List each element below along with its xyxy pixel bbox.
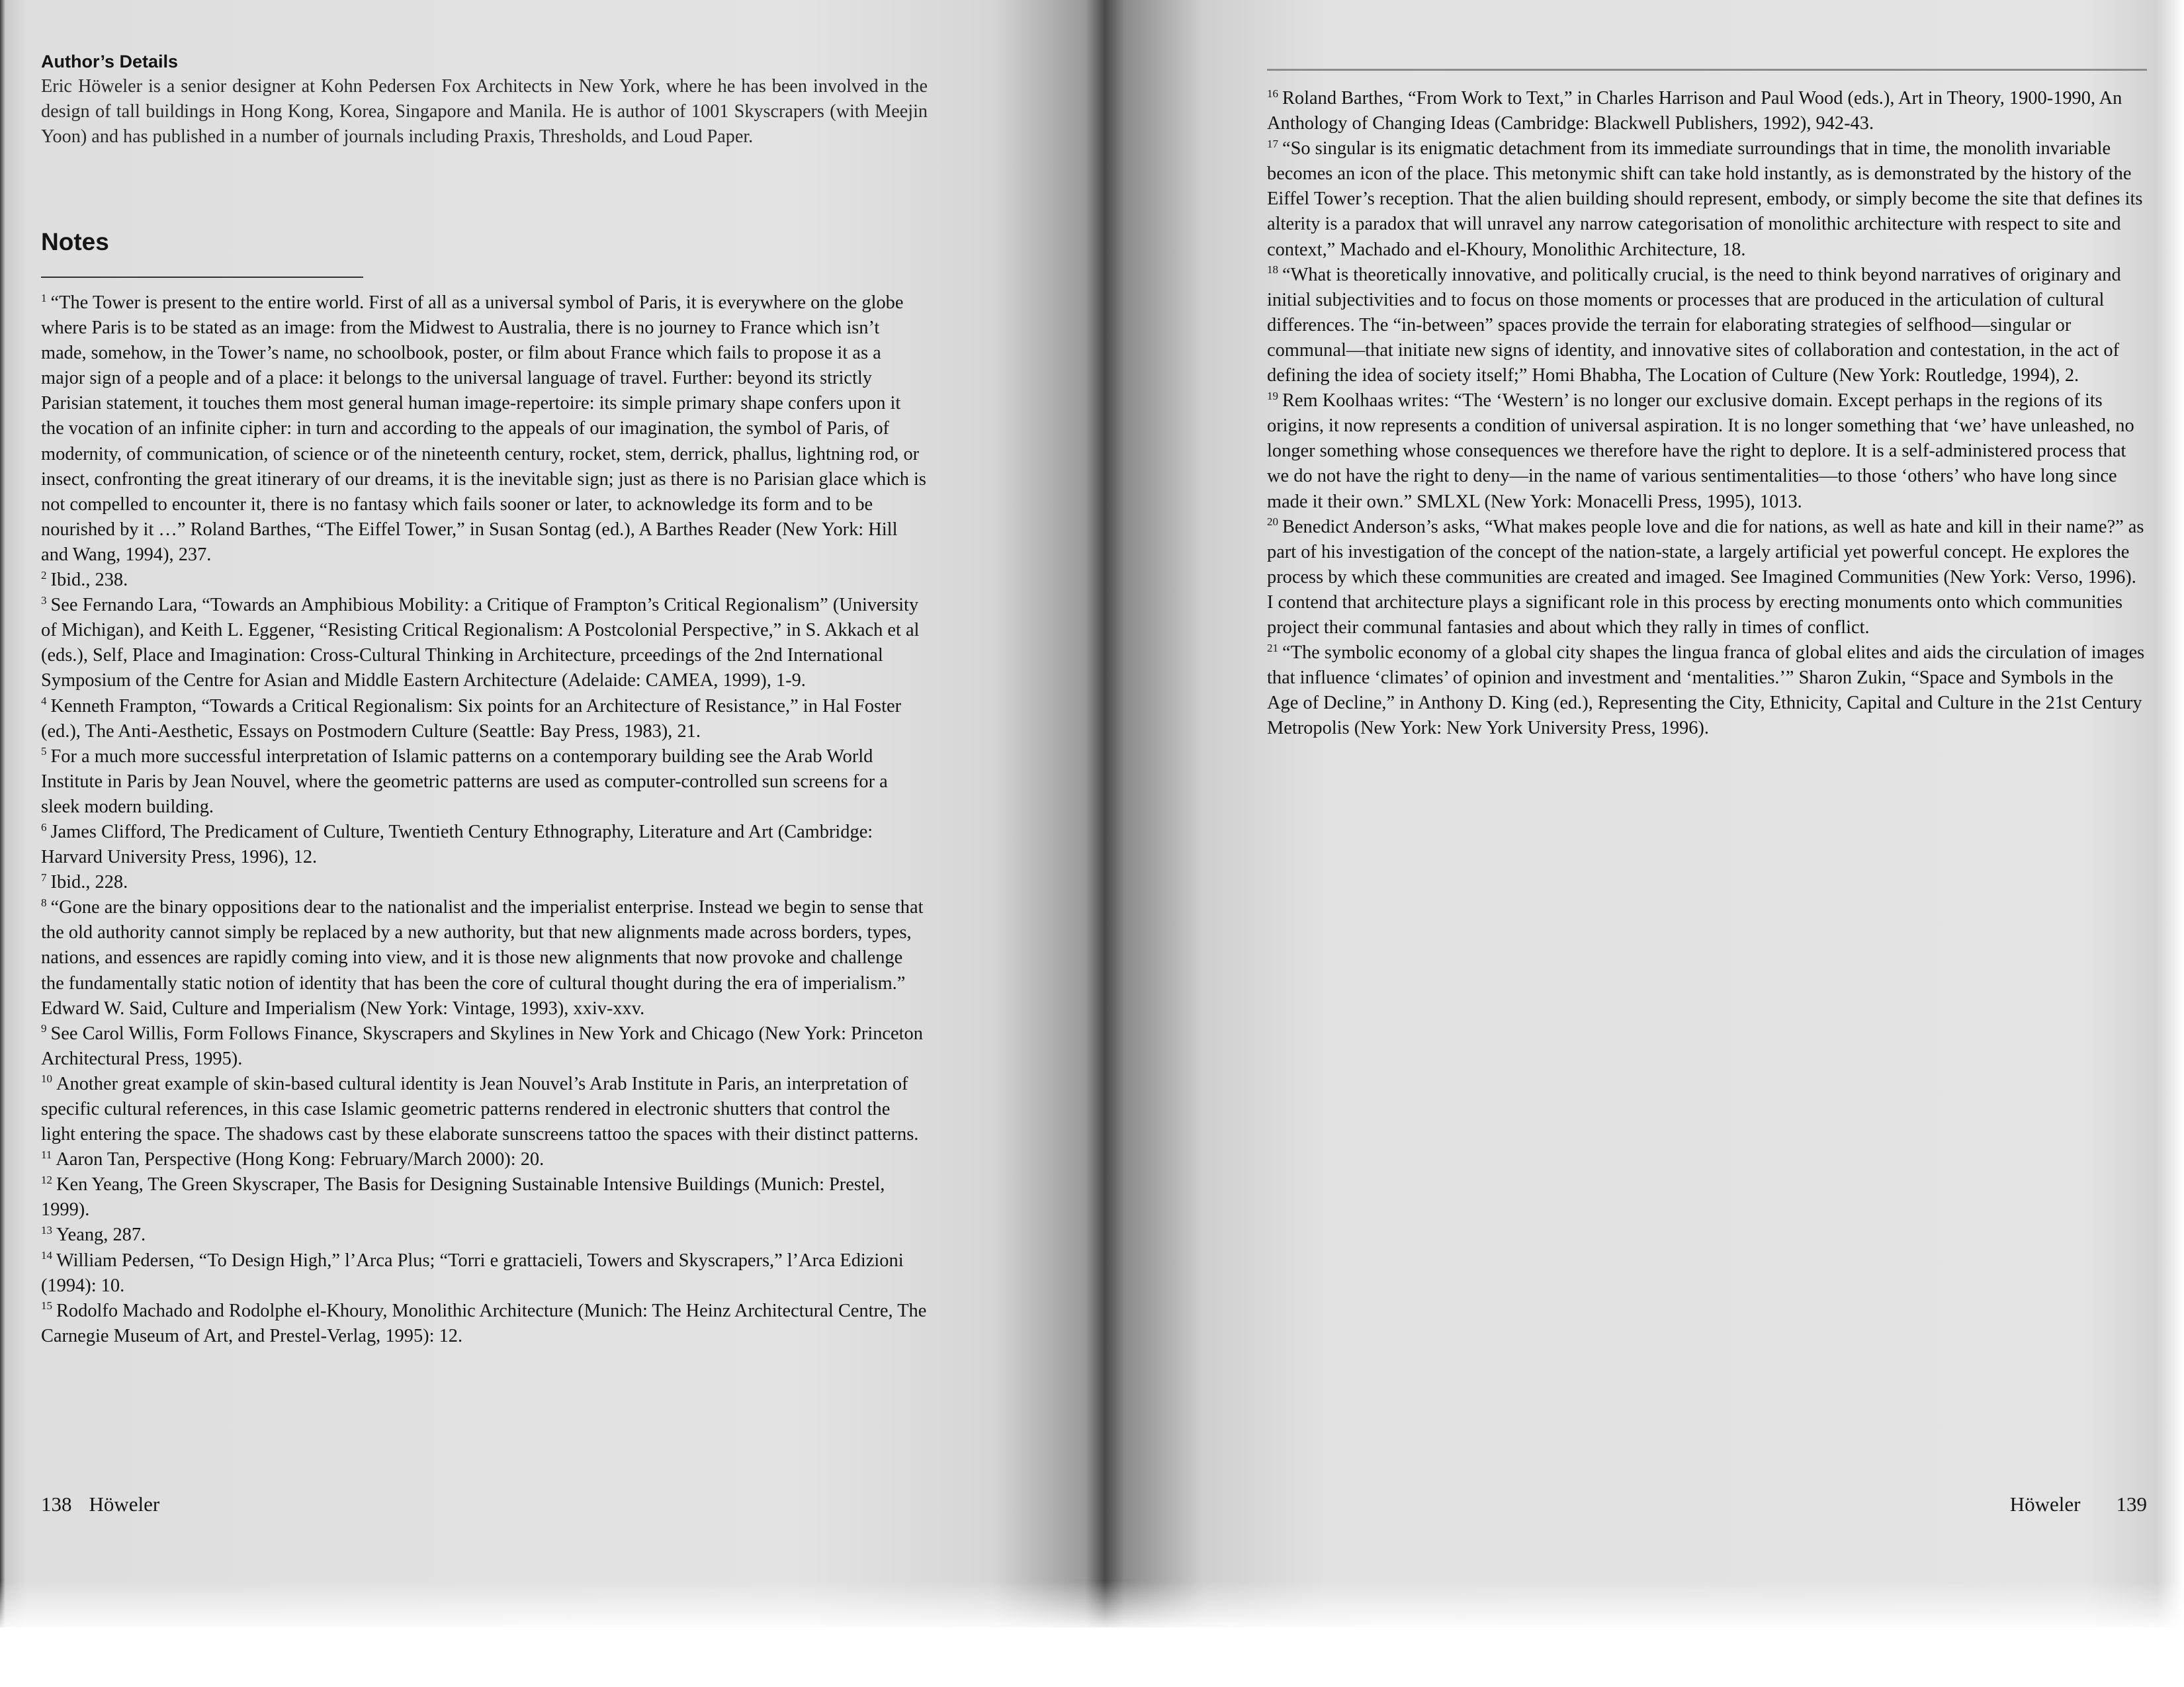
footnote-text: “The Tower is present to the entire world. First of all as a universal symbol of Paris, it is everywhere on the globe where Paris is to be stated as an image: from the Midwest to Australia, there is no journey to France which isn’t made, somehow, in the Tower’s name, no schoolbook, poster, or film about France which fails to propose it as a major sign of a people and of a place: it belongs to the universal language of travel. Further: beyond its strictly Parisian statement, it touches them most general human image-repertoire: its simple primary shape confers upon it the vocation of an infinite cipher: in turn and according to the appeals of our imagination, the symbol of Paris, of modernity, of communication, of science or of the nineteenth century, rocket, stem, derrick, phallus, lightning rod, or insect, confronting the great itinerary of our dreams, it is the inevitable sign; just as there is no Parisian glace which is not compelled to encounter it, there is no fantasy which fails sooner or later, to acknowledge its form and to be nourished by it …” Roland Barthes, “The Eiffel Tower,” in Susan Sontag (ed.), A Barthes Reader (New York: Hill and Wang, 1994), 237. <box>41 292 926 565</box>
footnote-number: 10 <box>41 1072 52 1086</box>
footnote <box>41 744 928 820</box>
footnote-number: 5 <box>41 745 47 758</box>
footnote <box>1267 263 2147 388</box>
footnote-number: 14 <box>41 1249 52 1262</box>
footnote-text: Ken Yeang, The Green Skyscraper, The Basis for Designing Sustainable Intensive Buildings (Munich: Prestel, 1999). <box>41 1174 885 1221</box>
footnote-number: 16 <box>1267 87 1278 100</box>
footnote-number: 11 <box>41 1148 52 1161</box>
footnote <box>41 1021 928 1072</box>
footnote <box>41 820 928 870</box>
footnote-text: “What is theoretically innovative, and politically crucial, is the need to think beyond narratives of originary and initial subjectivities and to focus on those moments or processes that are produced in the articulation of cultural differences. The “in-between” spaces provide the terrain for elaborating strategies of selfhood—singular or communal—that initiate new signs of identity, and innovative sites of collaboration and contestation, in the act of defining the idea of society itself;” Homi Bhabha, The Location of Culture (New York: Routledge, 1994), 2. <box>1267 264 2121 386</box>
footnote <box>41 694 928 744</box>
footnote-text: Yeang, 287. <box>56 1225 146 1246</box>
footnote-number: 12 <box>41 1173 52 1186</box>
right-notes-list <box>1267 86 2147 741</box>
footnote-number: 15 <box>41 1299 52 1313</box>
footnote-number: 6 <box>41 820 47 834</box>
footnote <box>41 895 928 1021</box>
footnote-text: Aaron Tan, Perspective (Hong Kong: February/March 2000): 20. <box>56 1149 545 1170</box>
footnote <box>41 593 928 693</box>
left-notes-list <box>41 290 928 1349</box>
footnote-number: 13 <box>41 1224 52 1236</box>
footnote-number: 1 <box>41 291 47 304</box>
footnote-text: Ibid., 228. <box>50 872 128 893</box>
footnote <box>41 1072 928 1147</box>
footnote <box>1267 86 2147 136</box>
footnote-number: 21 <box>1267 641 1278 654</box>
footnote-text: Rem Koolhaas writes: “The ‘Western’ is no longer our exclusive domain. Except perhaps in the regions of its origins, it now represents a condition of universal aspiration. It is no longer something that ‘we’ have unleashed, no longer something whose consequences we therefore have the right to deplore. It is a self-administered process that we do not have the right to deny—in the name of various sentimentalities—to those ‘others’ who have long since made it their own.” SMLXL (New York: Monacelli Press, 1995), 1013. <box>1267 390 2134 512</box>
left-page-footer <box>41 1492 177 1516</box>
footnote <box>41 1172 928 1223</box>
footnote <box>1267 388 2147 514</box>
footnote-number: 3 <box>41 593 47 607</box>
footnote-number: 18 <box>1267 263 1278 277</box>
footnote-text: Ibid., 238. <box>50 570 128 591</box>
footnote <box>1267 515 2147 640</box>
footnote-text: Kenneth Frampton, “Towards a Critical Regionalism: Six points for an Architecture of Resistance,” in Hal Foster (ed.), The Anti-Aesthetic, Essays on Postmodern Culture (Seattle: Bay Press, 1983), 21. <box>41 695 902 742</box>
footnote <box>1267 136 2147 262</box>
footnote-number: 19 <box>1267 389 1278 402</box>
footnote-number: 2 <box>41 568 47 582</box>
notes-heading: Notes <box>41 228 109 255</box>
footnote-text: “Gone are the binary oppositions dear to the nationalist and the imperialist enterprise. Instead we begin to sense that the old authority cannot simply be replaced by a new authority, but that new alignments made across borders, types, nations, and essences are rapidly coming into view, and it is those new alignments that now provoke and challenge the fundamentally static notion of identity that has been the core of cultural thought during the era of imperialism.” Edward W. Said, Culture and Imperialism (New York: Vintage, 1993), xxiv-xxv. <box>41 897 924 1019</box>
footnote-text: See Carol Willis, Form Follows Finance, Skyscrapers and Skylines in New York and Chicago (New York: Princeton Architectural Press, 1995). <box>41 1023 923 1069</box>
footnote <box>41 870 928 895</box>
footnote-text: “The symbolic economy of a global city shapes the lingua franca of global elites and aids the circulation of images that influence ‘climates’ of opinion and investment and ‘mentalities.’” Sharon Zukin, “Space and Symbols in the Age of Decline,” in Anthony D. King (ed.), Representing the City, Ethnicity, Capital and Culture in the 21st Century Metropolis (New York: New York University Press, 1996). <box>1267 642 2145 739</box>
footnote-number: 9 <box>41 1022 47 1035</box>
footnote-number: 8 <box>41 896 47 909</box>
footnote <box>41 1299 928 1349</box>
footnote-number: 17 <box>1267 137 1278 150</box>
right-page-footer <box>1974 1492 2147 1516</box>
page-number: 138 <box>41 1492 72 1516</box>
author-details-heading: Author’s Details <box>41 52 179 71</box>
footnote <box>41 290 928 568</box>
footnote-number: 4 <box>41 695 47 708</box>
footnote <box>41 1147 928 1172</box>
footnote-text: William Pedersen, “To Design High,” l’Arca Plus; “Torri e grattacieli, Towers and Skyscrapers,” l’Arca Edizioni (1994): 10. <box>41 1250 904 1296</box>
running-author: Höweler <box>89 1492 160 1516</box>
footnote-number: 20 <box>1267 515 1278 529</box>
footnote <box>41 568 928 593</box>
footnote-text: James Clifford, The Predicament of Culture, Twentieth Century Ethnography, Literature and Art (Cambridge: Harvard University Press, 1996), 12. <box>41 821 873 868</box>
footnote-text: Roland Barthes, “From Work to Text,” in Charles Harrison and Paul Wood (eds.), Art in Theory, 1900-1990, An Anthology of Changing Ideas (Cambridge: Blackwell Publishers, 1992), 942-43. <box>1267 88 2122 134</box>
footnote <box>41 1223 928 1248</box>
footnote-text: See Fernando Lara, “Towards an Amphibious Mobility: a Critique of Frampton’s Critical Regionalism” (University of Michigan), and Keith L. Eggener, “Resisting Critical Regionalism: A Postcolonial Perspective,” in S. Akkach et al (eds.), Self, Place and Imagination: Cross-Cultural Thinking in Architecture, prceedings of the 2nd International Symposium of the Centre for Asian and Middle Eastern Architecture (Adelaide: CAMEA, 1999), 1-9. <box>41 595 920 691</box>
notes-rule <box>41 277 363 278</box>
author-details-text: Eric Höweler is a senior designer at Kohn Pedersen Fox Architects in New York, where he has been involved in the design of tall buildings in Hong Kong, Korea, Singapore and Manila. He is author of 1001 Skyscrapers (with Meejin Yoon) and has published in a number of journals including Praxis, Thresholds, and Loud Paper. <box>41 76 928 147</box>
footnote-text: For a much more successful interpretation of Islamic patterns on a contemporary building see the Arab World Institute in Paris by Jean Nouvel, where the geometric patterns are used as computer-controlled sun screens for a sleek modern building. <box>41 746 888 817</box>
page-number: 139 <box>2116 1492 2147 1516</box>
footnote <box>41 1248 928 1299</box>
footnote-number: 7 <box>41 871 47 884</box>
footnote-text: Rodolfo Machado and Rodolphe el-Khoury, Monolithic Architecture (Munich: The Heinz Architectural Centre, The Carnegie Museum of Art, and Prestel-Verlag, 1995): 12. <box>41 1300 927 1346</box>
footnote <box>1267 640 2147 741</box>
footnote-text: Benedict Anderson’s asks, “What makes people love and die for nations, as well as hate and kill in their name?” as part of his investigation of the concept of the nation-state, a largely artificial yet powerful concept. He explores the process by which these communities are created and imaged. See Imagined Communities (New York: Verso, 1996). I contend that architecture plays a significant role in this process by erecting monuments onto which communities project their communal fantasies and about which they rally in times of conflict. <box>1267 516 2144 638</box>
top-rule <box>1267 69 2147 71</box>
footnote-text: Another great example of skin-based cultural identity is Jean Nouvel’s Arab Institute in Paris, an interpretation of specific cultural references, in this case Islamic geometric patterns rendered in electronic shutters that control the light entering the space. The shadows cast by these elaborate sunscreens tattoo the spaces with their distinct patterns. <box>41 1073 919 1145</box>
running-author: Höweler <box>2009 1492 2081 1516</box>
footnote-text: “So singular is its enigmatic detachment from its immediate surroundings that in time, the monolith invariable becomes an icon of the place. This metonymic shift can take hold instantly, as is demonstrated by the history of the Eiffel Tower’s reception. That the alien building should represent, embody, or simply become the site that defines its alterity is a paradox that will unravel any narrow categorisation of monolithic architecture with respect to site and context,” Machado and el-Khoury, Monolithic Architecture, 18. <box>1267 138 2143 260</box>
